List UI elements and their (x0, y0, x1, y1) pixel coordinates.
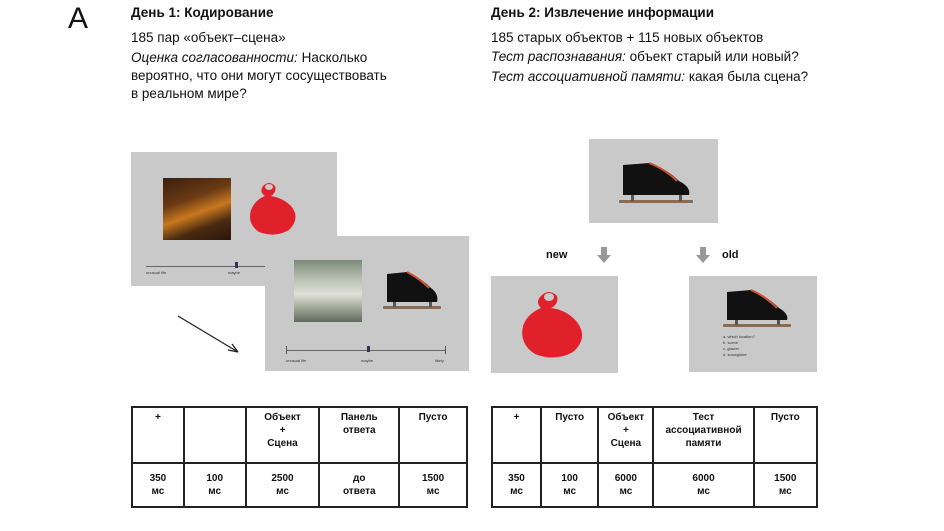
slider-thumb (235, 262, 238, 268)
option-1: b. scene (723, 340, 739, 345)
day1-trial-table (131, 406, 468, 508)
slider-thumb (367, 346, 370, 352)
day1-rating (131, 49, 431, 103)
table-row (132, 407, 467, 463)
cell: Объект + Сцена (246, 407, 320, 463)
day2-probe-screen (589, 139, 718, 223)
slider-tick-left (286, 346, 287, 354)
day2-assoc (491, 68, 808, 86)
cell: 6000 мс (653, 463, 753, 507)
sequence-arrow (174, 312, 244, 358)
cell: + (132, 407, 184, 463)
day1-rating-q-a: Насколько (297, 50, 368, 65)
old-label: old (722, 249, 739, 261)
cell: 1500 мс (754, 463, 817, 507)
slider-mid-label: maybe (361, 358, 374, 363)
cell: Тест ассоциативной памяти (653, 407, 753, 463)
day1-rating-q-b: вероятно, что они могут сосуществовать (131, 68, 387, 83)
slider-mid-label: maybe (228, 270, 241, 275)
table-row (132, 463, 467, 507)
day1-rating-q-c: в реальном мире? (131, 86, 247, 101)
skate-icon (607, 157, 699, 209)
day2-recog (491, 48, 799, 66)
day2-counts: 185 старых объектов + 115 новых объектов (491, 30, 764, 45)
scene-image-rink (294, 260, 362, 322)
cell: 6000 мс (598, 463, 653, 507)
cell: 100 мс (541, 463, 598, 507)
cell: + (492, 407, 541, 463)
cell: 1500 мс (399, 463, 467, 507)
slider-track (146, 266, 266, 267)
day1-screen-2 (265, 236, 469, 371)
day2-assoc-q: какая была сцена? (685, 69, 809, 84)
day1-rating-label: Оценка согласованности: (131, 50, 298, 65)
slider-right-label: likely (435, 358, 444, 363)
slider-tick-right (445, 346, 446, 354)
option-3: d. snowglobe (723, 352, 747, 357)
day2-recog-label: Тест распознавания: (491, 49, 626, 64)
slider-track (286, 350, 446, 351)
cell: 350 мс (492, 463, 541, 507)
sled-icon (511, 286, 597, 364)
skate-icon (373, 268, 443, 314)
cell: 350 мс (132, 463, 184, 507)
day1-title: День 1: Кодирование (131, 5, 274, 20)
slider-left-label: unusual life (146, 270, 167, 275)
down-arrow-icon (597, 247, 611, 263)
day1-pairs: 185 пар «объект–сцена» (131, 30, 286, 45)
cell: Пусто (399, 407, 467, 463)
cell: Пусто (541, 407, 598, 463)
table-row (492, 463, 817, 507)
day2-trial-table (491, 406, 818, 508)
day2-recog-q: объект старый или новый? (625, 49, 799, 64)
down-arrow-icon (696, 247, 710, 263)
skate-icon (713, 286, 799, 332)
cell: до ответа (319, 463, 399, 507)
option-0: a. which location? (723, 334, 755, 339)
panel-label: A (68, 2, 89, 35)
assoc-options (723, 334, 755, 358)
table-row (492, 407, 817, 463)
cell: 100 мс (184, 463, 246, 507)
cell (184, 407, 246, 463)
sled-icon (241, 178, 307, 240)
option-2: c. glacier (723, 346, 740, 351)
day2-title: День 2: Извлечение информации (491, 5, 715, 20)
cell: Панель ответа (319, 407, 399, 463)
slider-left-label: unusual life (286, 358, 307, 363)
day2-old-screen (689, 276, 817, 372)
day2-new-screen (491, 276, 618, 373)
day2-assoc-label: Тест ассоциативной памяти: (491, 69, 686, 84)
cell: Пусто (754, 407, 817, 463)
new-label: new (546, 249, 568, 261)
scene-image-fireplace (163, 178, 231, 240)
cell: Объект + Сцена (598, 407, 653, 463)
cell: 2500 мс (246, 463, 320, 507)
